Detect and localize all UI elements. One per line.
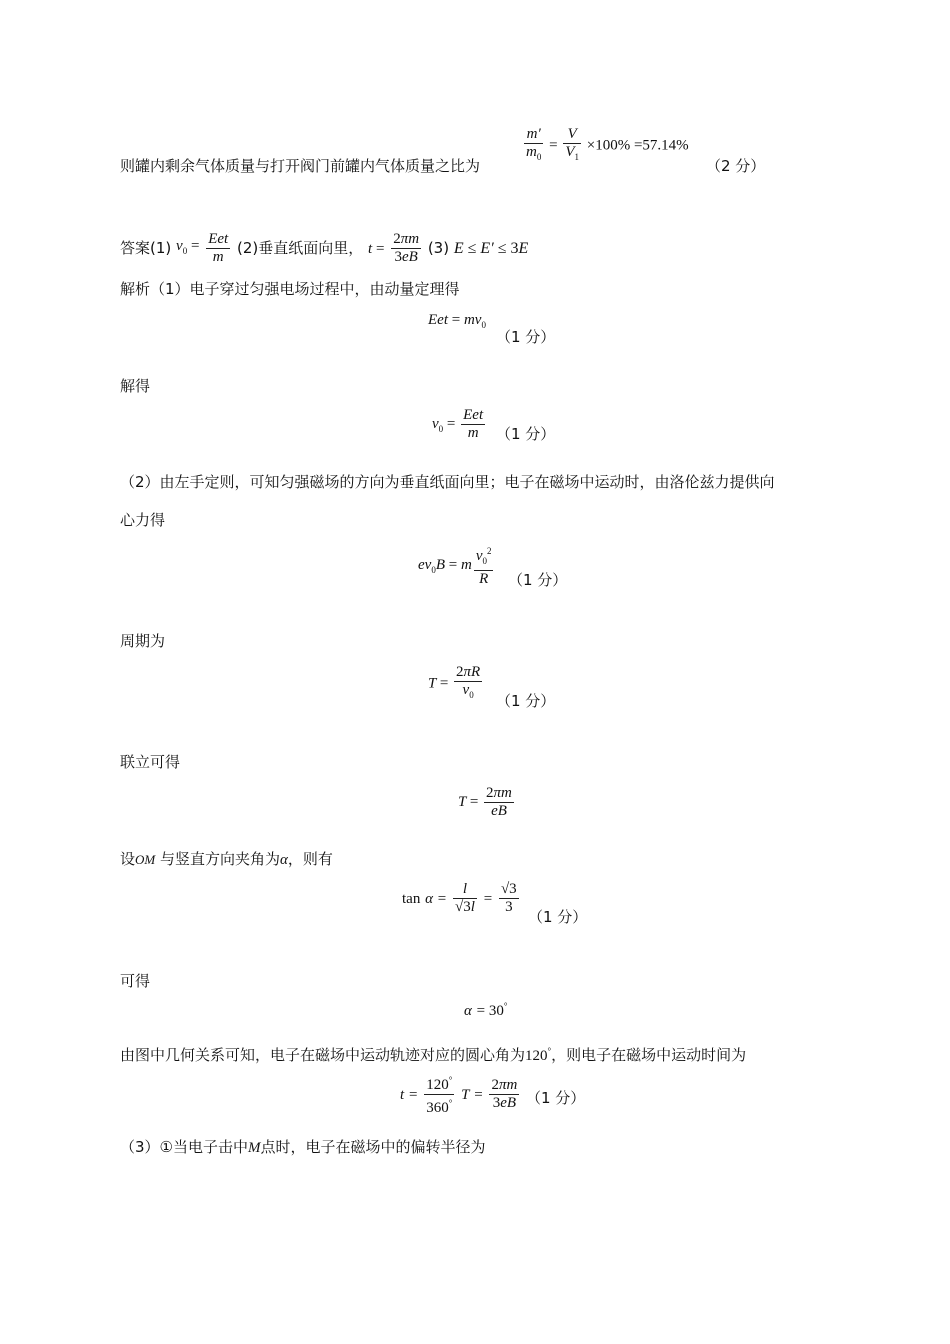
score-label: （1 分）: [496, 328, 556, 346]
solution-part2-line2: 心力得: [120, 511, 166, 529]
score-label: （1 分）: [508, 571, 568, 589]
score-label: （1 分）: [528, 908, 588, 926]
text-solve: 解得: [120, 377, 151, 395]
solution-part3: （3）①当电子击中M点时，电子在磁场中的偏转半径为: [120, 1138, 486, 1156]
text-period: 周期为: [120, 632, 166, 650]
text-result: 可得: [120, 972, 151, 990]
score-label: （1 分）: [496, 692, 556, 710]
equation-mass-ratio: $\frac{m'}{m_0}$ = $\frac{V}{V_1}$ ×100% =57.14%: [526, 126, 689, 162]
score-label: （2 分）: [706, 157, 766, 175]
text-combine: 联立可得: [120, 753, 181, 771]
equation-alpha: α = 30°: [464, 1001, 508, 1019]
equation-time: t = $\frac{120^\circ}{360^\circ}$ T = $\frac{2\pi m}{3eB}$: [400, 1072, 521, 1117]
text-ratio-statement: 则罐内剩余气体质量与打开阀门前罐内气体质量之比为: [120, 157, 481, 175]
solution-part1: 解析（1）电子穿过匀强电场过程中，由动量定理得: [120, 280, 460, 298]
equation-period-result: T = $\frac{2\pi m}{eB}$: [458, 785, 512, 819]
solution-part2-line1: （2）由左手定则，可知匀强磁场的方向为垂直纸面向里；电子在磁场中运动时，由洛伦兹力提供向: [120, 473, 775, 491]
score-label: （1 分）: [526, 1089, 586, 1107]
equation-lorentz: $ev_0B = m$ $\frac{v_0^2}{R}$: [418, 543, 495, 588]
equation-tan: tan α = $\frac{l}{√3l}$ = $\frac{√3}{3}$: [402, 881, 517, 915]
text-angle-setup: 设OM 与竖直方向夹角为α，则有: [120, 850, 333, 868]
text-geometry: 由图中几何关系可知，电子在磁场中运动轨迹对应的圆心角为120°，则电子在磁场中运动时间为: [120, 1046, 747, 1064]
equation-v0: $v_0$ = $\frac{\text{Eet}}{m}$: [432, 407, 484, 441]
score-label: （1 分）: [496, 425, 556, 443]
answer-line: 答案(1) $v_0$ = $\frac{\text{Eet}}{m}$ (2)垂直纸面向里， t = $\frac{2\pi m}{3eB}$ (3) E ≤ E′ ≤ 3E: [120, 231, 529, 265]
equation-momentum: Eet = $mv_0$: [428, 312, 486, 330]
equation-period: T = $\frac{2\pi R}{v_0}$: [428, 664, 481, 700]
